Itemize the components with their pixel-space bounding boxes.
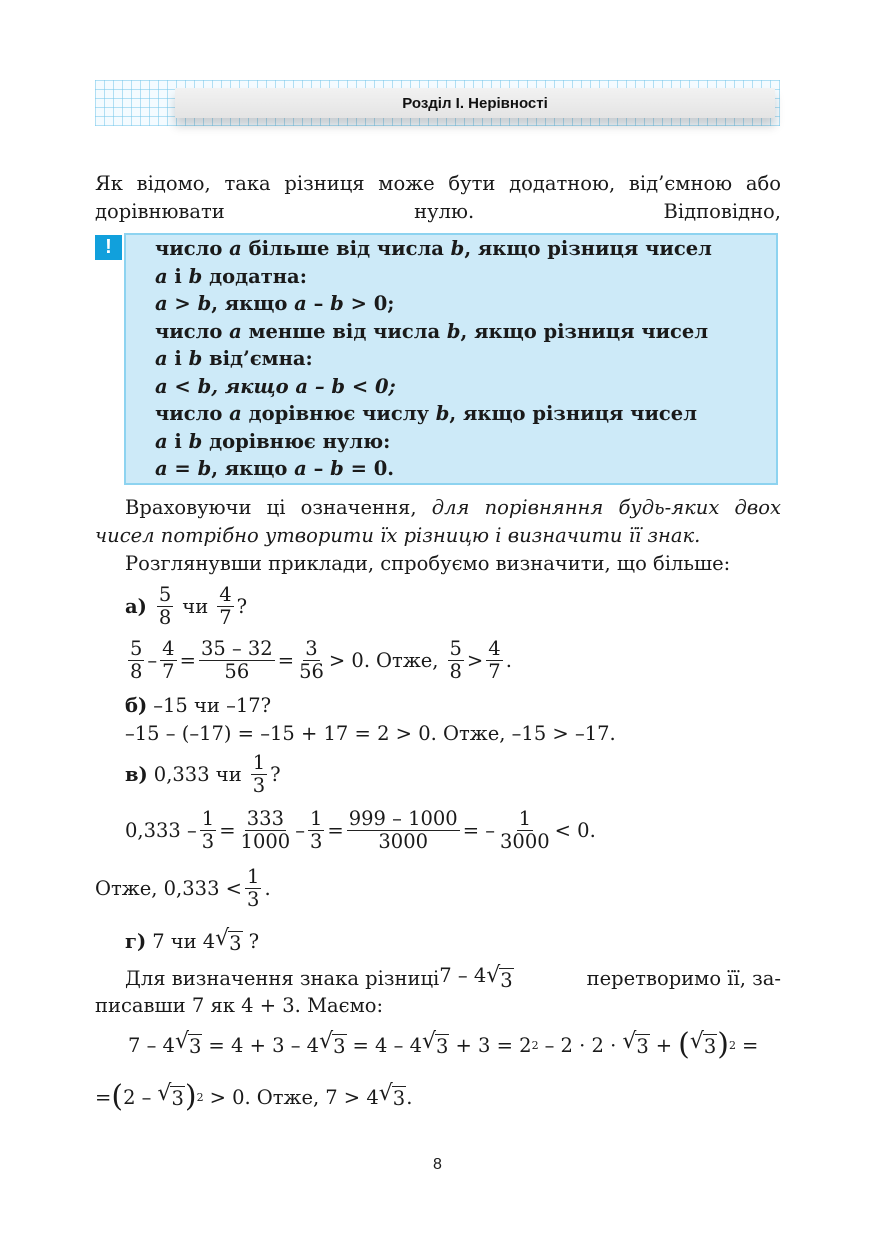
page-number: 8 [433,1156,442,1173]
method-lead: Враховуючи ці означення, [125,496,432,519]
examples-intro [95,550,781,578]
example-label: г) [125,930,147,954]
section-header [175,88,775,118]
example-b-question: б) –15 чи –17? [125,694,272,717]
example-label: в) [125,763,148,787]
method-paragraph [95,494,781,550]
para4-line2: писавши 7 як 4 + 3. Маємо: [95,994,384,1017]
rule-line: число a більше від числа b, якщо різниця чисел [155,237,712,260]
definition-rules [155,235,775,483]
equation-1: 7 – 4 √ 3 = 4 + 3 – 4 √ 3 = 4 – 4 √ 3 + 3 = 2 2 – 2 · 2 · √ 3 + ( √ 3 ) 2 = [128,1027,759,1062]
example-a-solution: $\frac{5}{8}$ – $\frac{4}{7}$ = $\frac{35 - 32}{56}$ = $\frac{3}{56}$ > 0. Отже, $\frac{5}{8}$ > $\frac{4}{7}$ . [130,637,512,684]
example-d-question: г) 7 чи 4 √ 3 ? [125,926,260,955]
intro-paragraph [95,170,781,226]
equation-2: = ( 2 – √ 3 ) 2 > 0. Отже, 7 > 4 √ 3 . [95,1079,413,1114]
para4-line1: Для визначення знака різниці 7 – 4 √ 3 перетворимо її, за- [125,963,781,992]
rule-line: a > b, якщо a – b > 0; [155,292,395,315]
example-c-question: в) 0,333 чи $\frac{1}{3}$ ? [125,751,281,798]
example-c-solution: 0,333 – $\frac{1}{3}$ = $\frac{333}{1000}$ – $\frac{1}{3}$ = $\frac{999 - 1000}{3000}$ = – $\frac{1}{3000}$ < 0. [125,807,596,854]
rule-line: a = b, якщо a – b = 0. [155,457,395,480]
method-italic: для порівняння будь-яких двох чисел потрібно утворити їх різницю і визначити її знак. [95,496,781,547]
example-label: б) [125,694,148,717]
example-b-solution: –15 – (–17) = –15 + 17 = 2 > 0. Отже, –15 > –17. [125,722,616,745]
rule-line: число a менше від числа b, якщо різниця чисел [155,319,709,343]
rule-line: число a дорівнює числу b, якщо різниця чисел [155,402,697,425]
rule-line: a і b додатна: [155,264,307,288]
rule-line: a і b дорівнює нулю: [155,429,391,453]
example-c-conclusion: Отже, 0,333 < $\frac{1}{3}$ . [95,865,271,912]
example-a-question: а) $\frac{5}{8}$ чи $\frac{4}{7}$ ? [125,583,248,630]
sqrt-symbol: √ 3 [215,926,242,955]
examples-intro-text: Розглянувши приклади, спробуємо визначити, що більше: [125,552,731,575]
exclamation-icon: ! [95,235,122,260]
rule-line: a < b, якщо a – b < 0; [155,374,396,398]
example-label: а) [125,595,147,619]
rule-line: a і b від’ємна: [155,347,313,370]
intro-text: Як відомо, така різниця може бути додатною, від’ємною або дорівнювати нулю. Відповідно, [95,172,781,223]
section-title: Розділ І. Нерівності [402,94,548,112]
